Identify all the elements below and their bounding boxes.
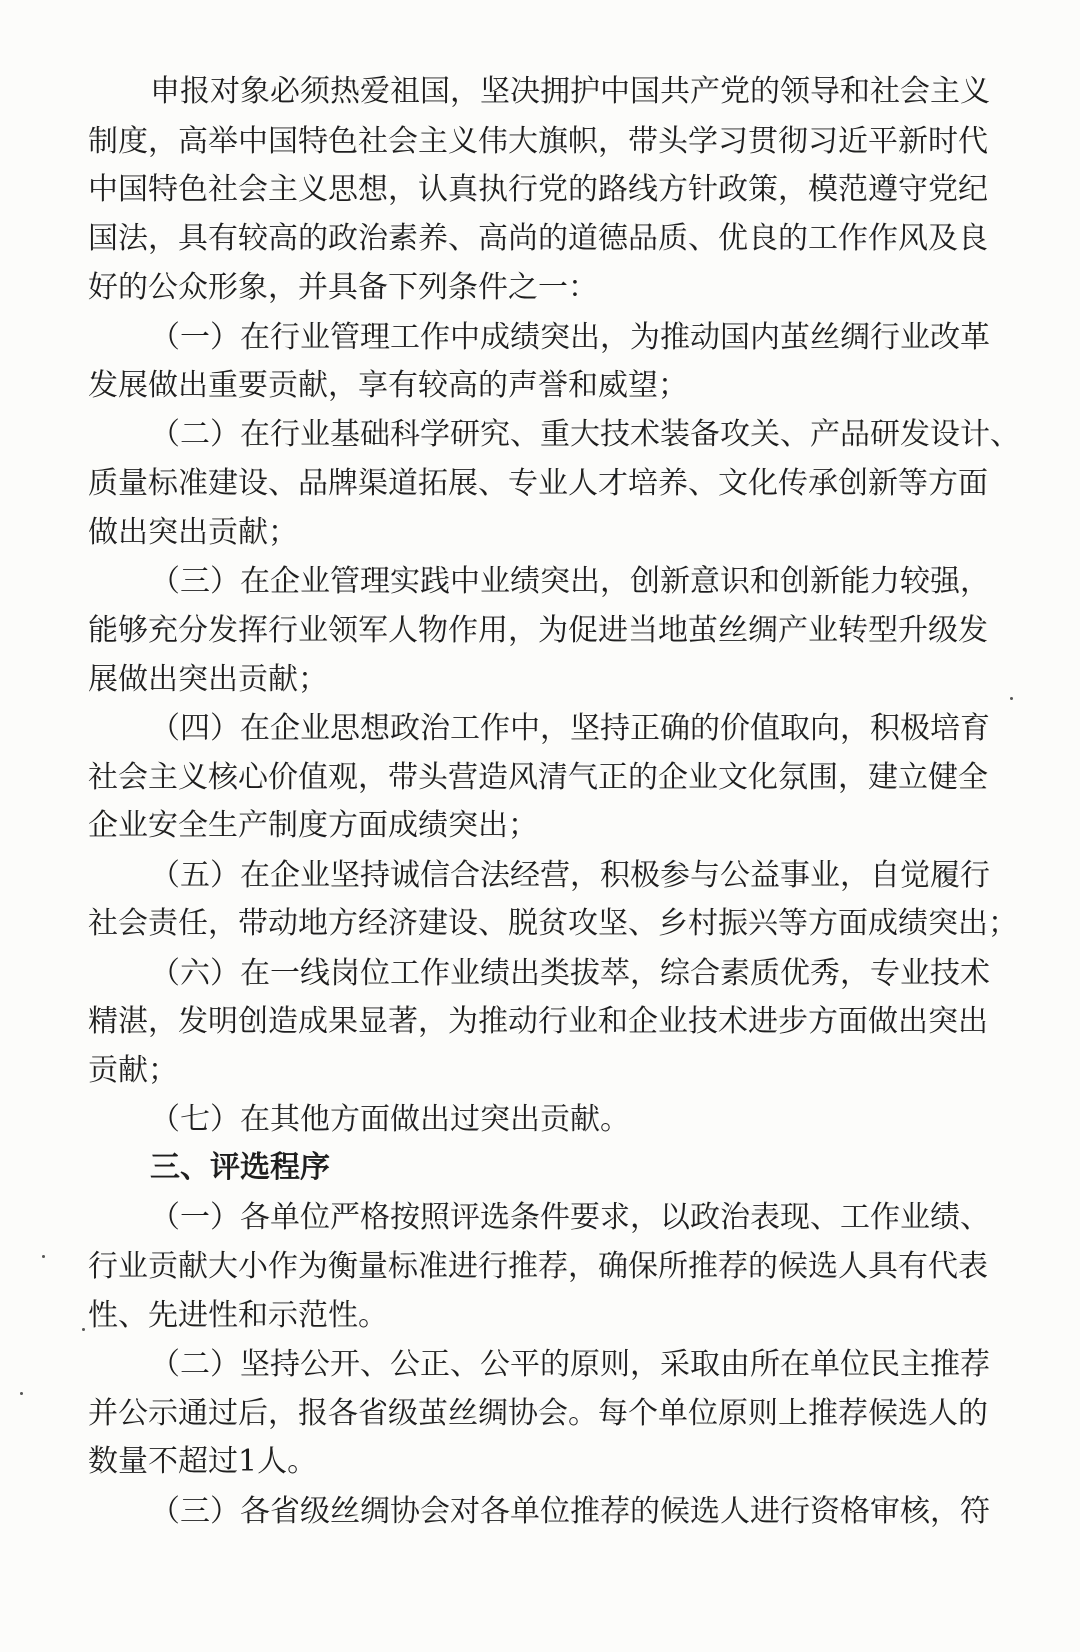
- scan-speck: [1010, 697, 1013, 700]
- text-line: （五）在企业坚持诚信合法经营，积极参与公益事业，自觉履行: [150, 858, 990, 893]
- scan-speck: [20, 1392, 23, 1395]
- text-line: 好的公众形象，并具备下列条件之一：: [88, 270, 598, 305]
- text-line: 贡献；: [88, 1053, 178, 1088]
- text-line: （四）在企业思想政治工作中，坚持正确的价值取向，积极培育: [150, 711, 990, 746]
- text-line: 做出突出贡献；: [88, 515, 298, 550]
- text-line: 申报对象必须热爱祖国，坚决拥护中国共产党的领导和社会主义: [150, 74, 990, 109]
- text-line: 精湛，发明创造成果显著，为推动行业和企业技术进步方面做出突出: [88, 1004, 988, 1039]
- text-line: 能够充分发挥行业领军人物作用，为促进当地茧丝绸产业转型升级发: [88, 613, 988, 648]
- text-line: （三）在企业管理实践中业绩突出，创新意识和创新能力较强，: [150, 564, 990, 599]
- text-line: 展做出突出贡献；: [88, 662, 328, 697]
- scan-speck: [42, 1255, 45, 1258]
- text-line: 发展做出重要贡献，享有较高的声誉和威望；: [88, 368, 688, 403]
- text-line: 社会责任，带动地方经济建设、脱贫攻坚、乡村振兴等方面成绩突出；: [88, 906, 1018, 941]
- text-line: （二）坚持公开、公正、公平的原则，采取由所在单位民主推荐: [150, 1347, 990, 1382]
- text-line: 并公示通过后，报各省级茧丝绸协会。每个单位原则上推荐候选人的: [88, 1396, 988, 1431]
- text-line: 企业安全生产制度方面成绩突出；: [88, 808, 538, 843]
- text-line: 行业贡献大小作为衡量标准进行推荐，确保所推荐的候选人具有代表: [88, 1249, 988, 1284]
- text-line: 数量不超过1人。: [88, 1444, 318, 1479]
- text-line: （三）各省级丝绸协会对各单位推荐的候选人进行资格审核，符: [150, 1494, 990, 1529]
- text-line: 中国特色社会主义思想，认真执行党的路线方针政策，模范遵守党纪: [88, 172, 988, 207]
- text-line: 社会主义核心价值观，带头营造风清气正的企业文化氛围，建立健全: [88, 760, 988, 795]
- section-heading: 三、评选程序: [150, 1150, 330, 1185]
- text-line: （六）在一线岗位工作业绩出类拔萃，综合素质优秀，专业技术: [150, 956, 990, 991]
- text-line: 质量标准建设、品牌渠道拓展、专业人才培养、文化传承创新等方面: [88, 466, 988, 501]
- text-line: （七）在其他方面做出过突出贡献。: [150, 1102, 630, 1137]
- text-line: 制度，高举中国特色社会主义伟大旗帜，带头学习贯彻习近平新时代: [88, 124, 988, 159]
- text-line: （一）各单位严格按照评选条件要求，以政治表现、工作业绩、: [150, 1200, 990, 1235]
- scan-speck: [82, 1328, 85, 1331]
- text-line: （一）在行业管理工作中成绩突出，为推动国内茧丝绸行业改革: [150, 320, 990, 355]
- text-line: 国法，具有较高的政治素养、高尚的道德品质、优良的工作作风及良: [88, 221, 988, 256]
- text-line: （二）在行业基础科学研究、重大技术装备攻关、产品研发设计、: [150, 417, 1020, 452]
- text-line: 性、先进性和示范性。: [88, 1298, 388, 1333]
